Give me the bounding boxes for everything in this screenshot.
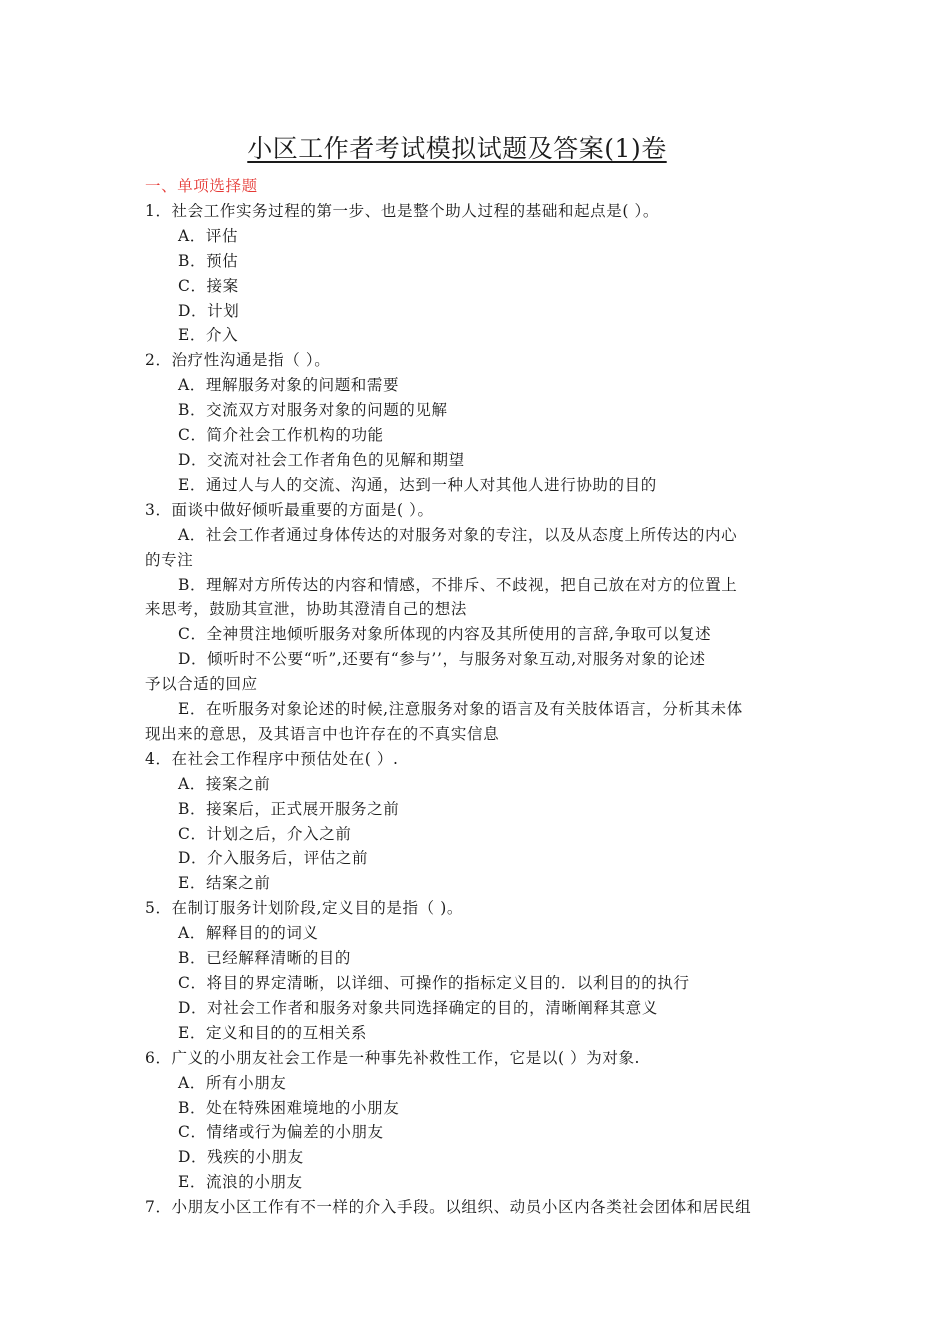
answer-option: E．在听服务对象论述的时候,注意服务对象的语言及有关肢体语言，分析其未体 [178,700,743,719]
answer-option: C．将目的界定清晰，以详细、可操作的指标定义目的．以利目的的执行 [178,974,690,992]
answer-option: D．计划 [178,301,240,320]
answer-option: C．全神贯注地倾听服务对象所体现的内容及其所使用的言辞,争取可以复述 [178,625,712,644]
answer-option: B．理解对方所传达的内容和情感，不排斥、不歧视，把自己放在对方的位置上 [178,575,738,594]
answer-option: A．接案之前 [178,774,271,793]
section-heading: 一、单项选择题 [145,177,258,195]
answer-option: C．情绪或行为偏差的小朋友 [178,1123,384,1142]
answer-option: B．接案后，正式展开服务之前 [178,799,400,818]
answer-option: E．通过人与人的交流、沟通，达到一种人对其他人进行协助的目的 [178,475,657,494]
answer-option: A．社会工作者通过身体传达的对服务对象的专注，以及从态度上所传达的内心 [178,525,738,544]
answer-option: B．已经解释清晰的目的 [178,949,351,968]
answer-option: C．简介社会工作机构的功能 [178,426,384,445]
answer-option: D．倾听时不公要“听”,还要有“参与’’，与服务对象互动,对服务对象的论述 [178,650,706,669]
question-stem: 5．在制订服务计划阶段,定义目的是指（ )。 [145,899,463,918]
answer-option: A．所有小朋友 [178,1073,287,1092]
answer-option-continuation: 予以合适的回应 [145,675,258,694]
answer-option: D．对社会工作者和服务对象共同选择确定的目的，清晰阐释其意义 [178,998,658,1017]
answer-option: B．处在特殊困难境地的小朋友 [178,1098,400,1117]
document-title: 小区工作者考试模拟试题及答案(1)卷 [247,134,667,163]
answer-option: E．定义和目的的互相关系 [178,1023,368,1042]
question-stem: 6．广义的小朋友社会工作是一种事先补救性工作，它是以( ）为对象. [145,1048,641,1067]
question-stem: 4．在社会工作程序中预估处在( ）. [145,749,399,768]
answer-option: A．解释目的的词义 [178,924,319,943]
answer-option: A．理解服务对象的问题和需要 [178,376,400,395]
question-stem: 2．治疗性沟通是指（ ）。 [145,351,331,370]
answer-option: B．预估 [178,251,239,270]
answer-option: D．介入服务后，评估之前 [178,849,369,868]
question-stem: 3．面谈中做好倾听最重要的方面是( ）。 [145,500,434,519]
answer-option: E．介入 [178,326,239,345]
document-body [145,174,785,1220]
answer-option: E．结案之前 [178,874,271,893]
answer-option: D．残疾的小朋友 [178,1148,304,1167]
answer-option: D．交流对社会工作者角色的见解和期望 [178,450,465,469]
answer-option: C．计划之后，介入之前 [178,824,352,843]
question-stem: 7．小朋友小区工作有不一样的介入手段。以组织、动员小区内各类社会团体和居民组 [145,1198,752,1217]
answer-option: E．流浪的小朋友 [178,1173,303,1192]
answer-option: C．接案 [178,276,239,295]
answer-option-continuation: 来思考，鼓励其宣泄，协助其澄清自己的想法 [145,600,468,619]
answer-option: A．评估 [178,226,239,245]
question-stem: 1．社会工作实务过程的第一步、也是整个助人过程的基础和起点是( ）。 [145,201,659,220]
answer-option-continuation: 的专注 [145,550,194,569]
answer-option: B．交流双方对服务对象的问题的见解 [178,401,448,420]
answer-option-continuation: 现出来的意思，及其语言中也许存在的不真实信息 [145,724,500,743]
